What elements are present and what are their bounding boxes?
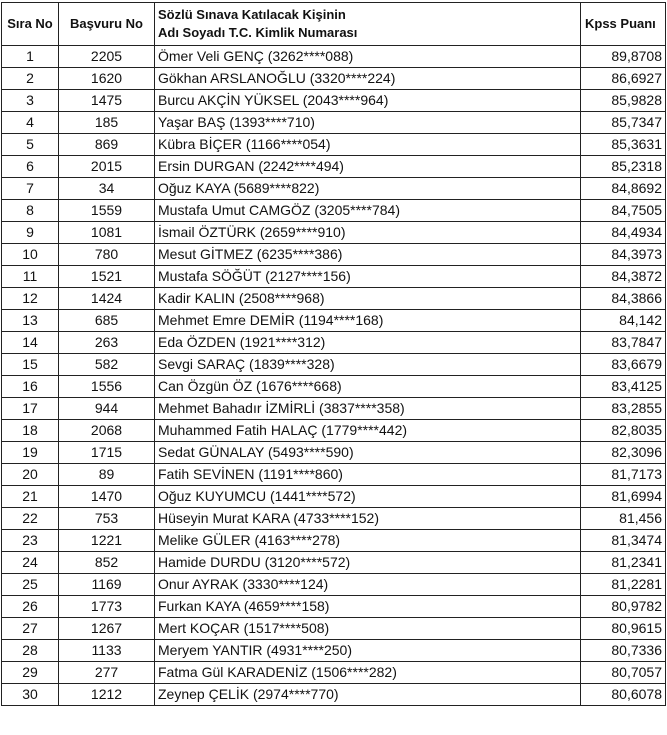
cell-kpss: 84,142: [581, 310, 666, 332]
cell-candidate: Oğuz KUYUMCU (1441****572): [155, 486, 581, 508]
cell-basvuru-no: 1212: [59, 684, 155, 706]
table-row: [2, 178, 666, 200]
cell-kpss: 80,7057: [581, 662, 666, 684]
table-row: [2, 244, 666, 266]
cell-sira-no: 9: [2, 222, 59, 244]
cell-sira-no: 15: [2, 354, 59, 376]
cell-kpss: 81,7173: [581, 464, 666, 486]
cell-sira-no: 16: [2, 376, 59, 398]
cell-candidate: Fatma Gül KARADENİZ (1506****282): [155, 662, 581, 684]
table-row: [2, 222, 666, 244]
cell-candidate: Ömer Veli GENÇ (3262****088): [155, 46, 581, 68]
cell-candidate: Fatih SEVİNEN (1191****860): [155, 464, 581, 486]
cell-kpss: 81,456: [581, 508, 666, 530]
cell-sira-no: 10: [2, 244, 59, 266]
cell-candidate: Meryem YANTIR (4931****250): [155, 640, 581, 662]
cell-basvuru-no: 34: [59, 178, 155, 200]
cell-candidate: Mehmet Bahadır İZMİRLİ (3837****358): [155, 398, 581, 420]
cell-basvuru-no: 277: [59, 662, 155, 684]
cell-basvuru-no: 1081: [59, 222, 155, 244]
cell-sira-no: 7: [2, 178, 59, 200]
cell-candidate: Eda ÖZDEN (1921****312): [155, 332, 581, 354]
cell-kpss: 85,7347: [581, 112, 666, 134]
cell-kpss: 85,9828: [581, 90, 666, 112]
cell-kpss: 89,8708: [581, 46, 666, 68]
cell-sira-no: 26: [2, 596, 59, 618]
cell-sira-no: 2: [2, 68, 59, 90]
header-basvuru-no: Başvuru No: [59, 3, 155, 46]
cell-basvuru-no: 1424: [59, 288, 155, 310]
table-row: [2, 530, 666, 552]
header-row: [2, 3, 666, 46]
cell-sira-no: 21: [2, 486, 59, 508]
cell-candidate: Gökhan ARSLANOĞLU (3320****224): [155, 68, 581, 90]
cell-kpss: 86,6927: [581, 68, 666, 90]
cell-candidate: Kübra BİÇER (1166****054): [155, 134, 581, 156]
cell-sira-no: 6: [2, 156, 59, 178]
table-row: [2, 442, 666, 464]
cell-kpss: 83,4125: [581, 376, 666, 398]
cell-basvuru-no: 2205: [59, 46, 155, 68]
cell-basvuru-no: 1470: [59, 486, 155, 508]
cell-sira-no: 14: [2, 332, 59, 354]
table-row: [2, 156, 666, 178]
cell-sira-no: 28: [2, 640, 59, 662]
cell-basvuru-no: 1521: [59, 266, 155, 288]
cell-kpss: 83,2855: [581, 398, 666, 420]
header-candidate-line2: Adı Soyadı T.C. Kimlik Numarası: [158, 25, 358, 40]
cell-basvuru-no: 869: [59, 134, 155, 156]
table-body: [2, 46, 666, 706]
cell-sira-no: 18: [2, 420, 59, 442]
table-row: [2, 398, 666, 420]
table-row: [2, 596, 666, 618]
cell-kpss: 80,9782: [581, 596, 666, 618]
cell-kpss: 82,8035: [581, 420, 666, 442]
cell-basvuru-no: 89: [59, 464, 155, 486]
table-row: [2, 552, 666, 574]
cell-candidate: İsmail ÖZTÜRK (2659****910): [155, 222, 581, 244]
cell-candidate: Oğuz KAYA (5689****822): [155, 178, 581, 200]
cell-basvuru-no: 1221: [59, 530, 155, 552]
table-row: [2, 332, 666, 354]
cell-kpss: 85,3631: [581, 134, 666, 156]
cell-kpss: 85,2318: [581, 156, 666, 178]
header-kpss: Kpss Puanı: [581, 3, 666, 46]
cell-basvuru-no: 944: [59, 398, 155, 420]
cell-candidate: Hüseyin Murat KARA (4733****152): [155, 508, 581, 530]
table-row: [2, 200, 666, 222]
cell-sira-no: 1: [2, 46, 59, 68]
cell-kpss: 81,2281: [581, 574, 666, 596]
cell-candidate: Can Özgün ÖZ (1676****668): [155, 376, 581, 398]
cell-candidate: Ersin DURGAN (2242****494): [155, 156, 581, 178]
cell-candidate: Mert KOÇAR (1517****508): [155, 618, 581, 640]
cell-sira-no: 20: [2, 464, 59, 486]
cell-sira-no: 30: [2, 684, 59, 706]
cell-sira-no: 12: [2, 288, 59, 310]
table-row: [2, 618, 666, 640]
header-sira-no: Sıra No: [2, 3, 59, 46]
cell-kpss: 83,6679: [581, 354, 666, 376]
cell-candidate: Mustafa SÖĞÜT (2127****156): [155, 266, 581, 288]
cell-candidate: Mustafa Umut CAMGÖZ (3205****784): [155, 200, 581, 222]
cell-candidate: Sedat GÜNALAY (5493****590): [155, 442, 581, 464]
cell-sira-no: 4: [2, 112, 59, 134]
cell-sira-no: 27: [2, 618, 59, 640]
cell-sira-no: 13: [2, 310, 59, 332]
header-candidate: [155, 3, 581, 46]
table-row: [2, 486, 666, 508]
cell-basvuru-no: 2068: [59, 420, 155, 442]
cell-basvuru-no: 582: [59, 354, 155, 376]
table-row: [2, 90, 666, 112]
table-row: [2, 354, 666, 376]
cell-basvuru-no: 753: [59, 508, 155, 530]
cell-basvuru-no: 263: [59, 332, 155, 354]
cell-candidate: Onur AYRAK (3330****124): [155, 574, 581, 596]
cell-basvuru-no: 185: [59, 112, 155, 134]
cell-sira-no: 19: [2, 442, 59, 464]
table-row: [2, 46, 666, 68]
cell-basvuru-no: 1773: [59, 596, 155, 618]
cell-basvuru-no: 685: [59, 310, 155, 332]
cell-basvuru-no: 1715: [59, 442, 155, 464]
table-row: [2, 134, 666, 156]
cell-kpss: 80,7336: [581, 640, 666, 662]
cell-basvuru-no: 1559: [59, 200, 155, 222]
cell-kpss: 83,7847: [581, 332, 666, 354]
cell-sira-no: 8: [2, 200, 59, 222]
cell-sira-no: 25: [2, 574, 59, 596]
cell-sira-no: 22: [2, 508, 59, 530]
table-row: [2, 640, 666, 662]
cell-candidate: Mehmet Emre DEMİR (1194****168): [155, 310, 581, 332]
table-row: [2, 508, 666, 530]
cell-candidate: Mesut GİTMEZ (6235****386): [155, 244, 581, 266]
candidate-table: [1, 2, 666, 706]
cell-kpss: 84,4934: [581, 222, 666, 244]
cell-sira-no: 11: [2, 266, 59, 288]
cell-basvuru-no: 1169: [59, 574, 155, 596]
table-row: [2, 574, 666, 596]
table-row: [2, 68, 666, 90]
cell-kpss: 80,6078: [581, 684, 666, 706]
cell-candidate: Sevgi SARAÇ (1839****328): [155, 354, 581, 376]
cell-sira-no: 5: [2, 134, 59, 156]
table-row: [2, 464, 666, 486]
cell-kpss: 81,3474: [581, 530, 666, 552]
cell-sira-no: 3: [2, 90, 59, 112]
cell-basvuru-no: 780: [59, 244, 155, 266]
cell-kpss: 84,7505: [581, 200, 666, 222]
cell-basvuru-no: 1133: [59, 640, 155, 662]
cell-kpss: 81,6994: [581, 486, 666, 508]
cell-basvuru-no: 1475: [59, 90, 155, 112]
cell-candidate: Melike GÜLER (4163****278): [155, 530, 581, 552]
cell-basvuru-no: 1556: [59, 376, 155, 398]
cell-basvuru-no: 1267: [59, 618, 155, 640]
table-row: [2, 112, 666, 134]
cell-candidate: Zeynep ÇELİK (2974****770): [155, 684, 581, 706]
table-row: [2, 662, 666, 684]
cell-sira-no: 24: [2, 552, 59, 574]
cell-basvuru-no: 1620: [59, 68, 155, 90]
cell-kpss: 82,3096: [581, 442, 666, 464]
cell-candidate: Yaşar BAŞ (1393****710): [155, 112, 581, 134]
table-row: [2, 310, 666, 332]
table-header: [2, 3, 666, 46]
cell-candidate: Burcu AKÇİN YÜKSEL (2043****964): [155, 90, 581, 112]
cell-basvuru-no: 2015: [59, 156, 155, 178]
cell-kpss: 81,2341: [581, 552, 666, 574]
cell-kpss: 80,9615: [581, 618, 666, 640]
cell-candidate: Hamide DURDU (3120****572): [155, 552, 581, 574]
cell-candidate: Muhammed Fatih HALAÇ (1779****442): [155, 420, 581, 442]
table-row: [2, 684, 666, 706]
table-row: [2, 288, 666, 310]
cell-kpss: 84,3973: [581, 244, 666, 266]
cell-kpss: 84,3872: [581, 266, 666, 288]
cell-sira-no: 29: [2, 662, 59, 684]
cell-candidate: Kadir KALIN (2508****968): [155, 288, 581, 310]
table-row: [2, 376, 666, 398]
table-row: [2, 420, 666, 442]
cell-candidate: Furkan KAYA (4659****158): [155, 596, 581, 618]
cell-sira-no: 17: [2, 398, 59, 420]
cell-kpss: 84,8692: [581, 178, 666, 200]
table-row: [2, 266, 666, 288]
cell-kpss: 84,3866: [581, 288, 666, 310]
header-candidate-line1: Sözlü Sınava Katılacak Kişinin: [158, 7, 346, 22]
cell-basvuru-no: 852: [59, 552, 155, 574]
cell-sira-no: 23: [2, 530, 59, 552]
